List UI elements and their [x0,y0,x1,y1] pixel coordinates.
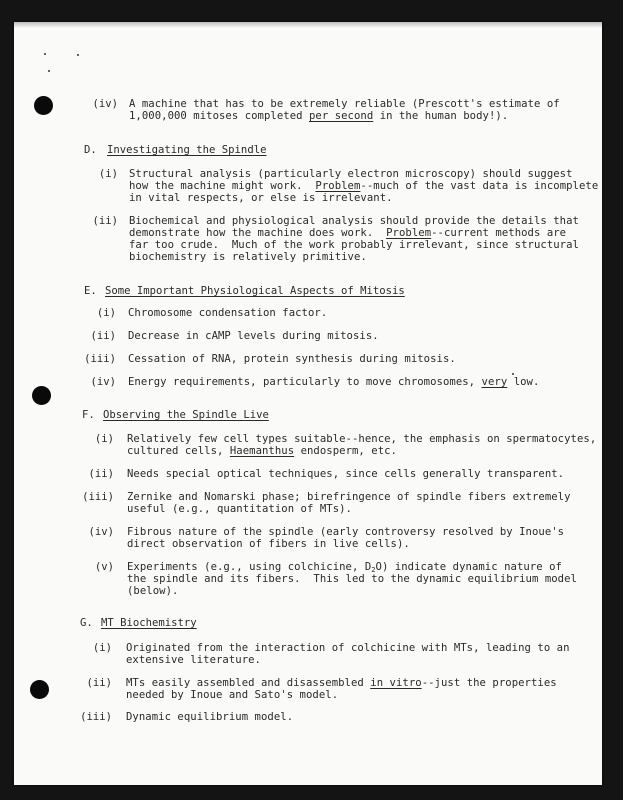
item-text-line: demonstrate how the machine does work. Problem--current methods are [129,227,567,239]
item-text-line: how the machine might work. Problem--much of the vast data is incomplete [129,180,599,192]
speck [77,54,79,56]
speck [48,70,50,72]
item-text-line: direct observation of fibers in live cells). [127,538,410,550]
item-text-line: Chromosome condensation factor. [128,307,328,319]
item-text-line: in vital respects, or else is irrelevant. [129,192,393,204]
speck [44,53,46,55]
item-text-line: Originated from the interaction of colchicine with MTs, leading to an [126,642,570,654]
item-text-line: (below). [127,585,179,597]
section-letter: F. [82,409,95,421]
item-number: (iv) [88,526,114,538]
item-text-line: Zernike and Nomarski phase; birefringence of spindle fibers extremely [127,491,571,503]
section-title: Investigating the Spindle [107,144,267,156]
item-text-line: MTs easily assembled and disassembled in vitro--just the properties [126,677,557,689]
item-text-line: the spindle and its fibers. This led to the dynamic equilibrium model [127,573,577,585]
section-title: Observing the Spindle Live [103,409,269,421]
item-text-line: extensive literature. [126,654,261,666]
item-text-line: Needs special optical techniques, since cells generally transparent. [127,468,565,480]
punch-hole-middle [32,386,51,405]
item-text-line: A machine that has to be extremely reliable (Prescott's estimate of [129,98,560,110]
item-number: (i) [94,433,114,445]
item-text-line: 1,000,000 mitoses completed per second in the human body!). [129,110,509,122]
item-text-line: Cessation of RNA, protein synthesis during mitosis. [128,353,456,365]
item-number: (iii) [82,491,114,503]
item-number: (i) [98,168,118,180]
item-text-line: Dynamic equilibrium model. [126,711,294,723]
item-number: (v) [94,561,114,573]
item-text-line: Decrease in cAMP levels during mitosis. [128,330,379,342]
paper-top-edge [14,22,602,28]
speck [512,373,514,375]
item-number: (iv) [90,376,116,388]
item-number: (iii) [80,711,112,723]
item-text-line: Fibrous nature of the spindle (early controversy resolved by Inoue's [127,526,565,538]
item-text-line: cultured cells, Haemanthus endosperm, etc. [127,445,397,457]
punch-hole-top [34,96,53,115]
item-number: (ii) [88,468,114,480]
punch-hole-bottom [30,680,49,699]
item-text-line: Energy requirements, particularly to move chromosomes, very low. [128,376,540,388]
section-letter: G. [80,617,93,629]
item-number: (iv) [92,98,118,110]
item-text-line: far too crude. Much of the work probably irrelevant, since structural [129,239,579,251]
item-text-line: useful (e.g., quantitation of MTs). [127,503,352,515]
item-number: (ii) [86,677,112,689]
paper-page [14,22,602,785]
item-number: (iii) [84,353,116,365]
section-title: Some Important Physiological Aspects of Mitosis [105,285,405,297]
item-number: (ii) [92,215,118,227]
section-letter: E. [84,285,97,297]
item-number: (i) [96,307,116,319]
item-number: (ii) [90,330,116,342]
item-text-line: Biochemical and physiological analysis should provide the details that [129,215,579,227]
item-text-line: Structural analysis (particularly electron microscopy) should suggest [129,168,573,180]
item-number: (i) [92,642,112,654]
item-text-line: Experiments (e.g., using colchicine, $D_2O$) indicate dynamic nature of [127,561,562,574]
item-text-line: Relatively few cell types suitable--hence, the emphasis on spermatocytes, [127,433,597,445]
item-text-line: needed by Inoue and Sato's model. [126,689,339,701]
section-title: MT Biochemistry [101,617,197,629]
item-text-line: biochemistry is relatively primitive. [129,251,367,263]
section-letter: D. [84,144,97,156]
